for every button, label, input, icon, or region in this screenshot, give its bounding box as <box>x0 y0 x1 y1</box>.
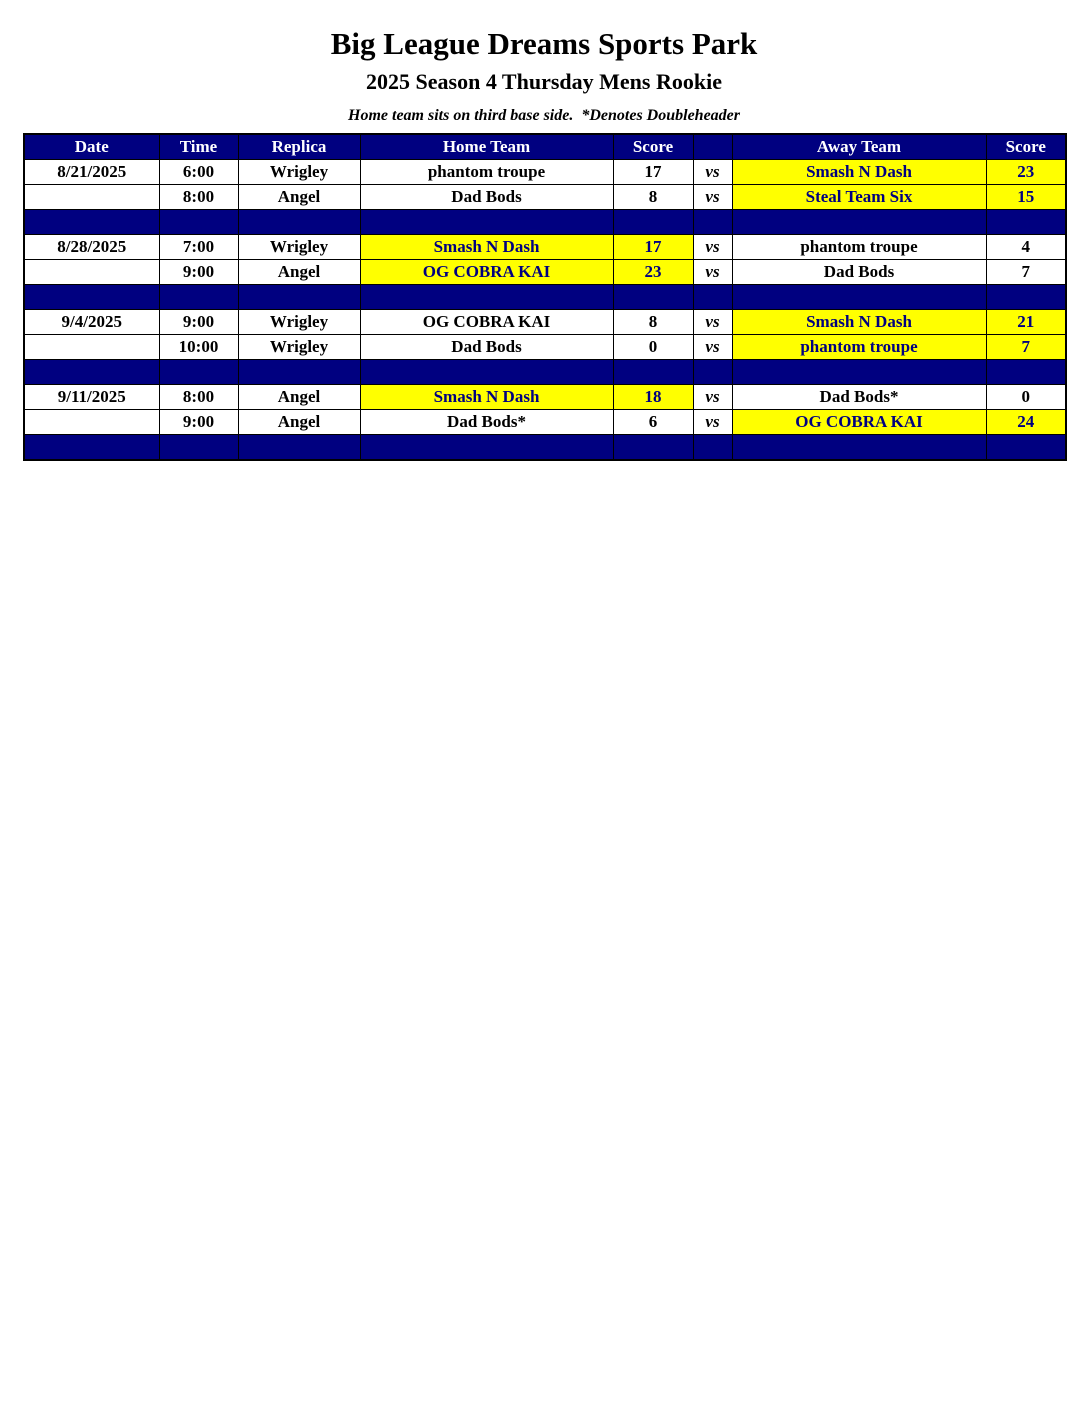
date-cell: 8/28/2025 <box>24 235 159 260</box>
table-row <box>24 185 1066 210</box>
page-title: Big League Dreams Sports Park <box>330 26 758 61</box>
spacer-cell <box>24 285 159 310</box>
replica-cell: Wrigley <box>238 335 360 360</box>
spacer-cell <box>238 435 360 461</box>
spacer-cell <box>693 210 732 235</box>
time-cell: 8:00 <box>159 185 238 210</box>
home-score-cell: 17 <box>613 160 693 185</box>
spacer-cell <box>360 210 613 235</box>
vs-cell: vs <box>693 235 732 260</box>
table-row <box>24 235 1066 260</box>
away-team-cell: Steal Team Six <box>732 185 986 210</box>
away-score-cell: 7 <box>986 335 1066 360</box>
spacer-cell <box>159 435 238 461</box>
home-score-cell: 17 <box>613 235 693 260</box>
spacer-cell <box>986 360 1066 385</box>
home-team-cell: Dad Bods <box>360 185 613 210</box>
vs-cell: vs <box>693 185 732 210</box>
spacer-cell <box>613 210 693 235</box>
spacer-cell <box>159 210 238 235</box>
spacer-cell <box>693 285 732 310</box>
replica-cell: Angel <box>238 385 360 410</box>
away-score-cell: 23 <box>986 160 1066 185</box>
time-cell: 6:00 <box>159 160 238 185</box>
date-cell <box>24 260 159 285</box>
spacer-row <box>24 435 1066 461</box>
schedule-body <box>24 160 1066 461</box>
away-team-cell: Dad Bods <box>732 260 986 285</box>
spacer-row <box>24 360 1066 385</box>
spacer-cell <box>986 435 1066 461</box>
spacer-cell <box>238 210 360 235</box>
home-team-cell: Dad Bods* <box>360 410 613 435</box>
column-header-home-team: Home Team <box>360 134 613 160</box>
spacer-cell <box>238 360 360 385</box>
spacer-cell <box>986 285 1066 310</box>
schedule-table <box>23 133 1067 461</box>
spacer-cell <box>732 285 986 310</box>
spacer-cell <box>24 360 159 385</box>
away-score-cell: 15 <box>986 185 1066 210</box>
date-cell <box>24 335 159 360</box>
date-cell <box>24 410 159 435</box>
spacer-cell <box>732 210 986 235</box>
home-team-cell: Smash N Dash <box>360 235 613 260</box>
vs-cell: vs <box>693 260 732 285</box>
vs-cell: vs <box>693 160 732 185</box>
away-team-cell: phantom troupe <box>732 335 986 360</box>
away-score-cell: 0 <box>986 385 1066 410</box>
home-score-cell: 8 <box>613 185 693 210</box>
replica-cell: Wrigley <box>238 310 360 335</box>
spacer-cell <box>732 435 986 461</box>
spacer-cell <box>360 285 613 310</box>
column-header-home-score: Score <box>613 134 693 160</box>
away-team-cell: Smash N Dash <box>732 160 986 185</box>
time-cell: 9:00 <box>159 410 238 435</box>
away-team-cell: Dad Bods* <box>732 385 986 410</box>
spacer-row <box>24 285 1066 310</box>
table-row <box>24 310 1066 335</box>
date-cell: 8/21/2025 <box>24 160 159 185</box>
date-cell: 9/11/2025 <box>24 385 159 410</box>
away-score-cell: 21 <box>986 310 1066 335</box>
table-row <box>24 260 1066 285</box>
time-cell: 9:00 <box>159 260 238 285</box>
column-header-vs <box>693 134 732 160</box>
vs-cell: vs <box>693 410 732 435</box>
page-subtitle: 2025 Season 4 Thursday Mens Rookie <box>366 69 722 94</box>
spacer-cell <box>613 285 693 310</box>
home-score-cell: 18 <box>613 385 693 410</box>
spacer-row <box>24 210 1066 235</box>
table-header-row <box>24 134 1066 160</box>
column-header-time: Time <box>159 134 238 160</box>
home-score-cell: 6 <box>613 410 693 435</box>
vs-cell: vs <box>693 385 732 410</box>
away-team-cell: phantom troupe <box>732 235 986 260</box>
home-score-cell: 8 <box>613 310 693 335</box>
away-score-cell: 4 <box>986 235 1066 260</box>
away-team-cell: Smash N Dash <box>732 310 986 335</box>
spacer-cell <box>693 435 732 461</box>
spacer-cell <box>613 435 693 461</box>
column-header-away-score: Score <box>986 134 1066 160</box>
spacer-cell <box>159 360 238 385</box>
away-team-cell: OG COBRA KAI <box>732 410 986 435</box>
table-row <box>24 410 1066 435</box>
spacer-cell <box>159 285 238 310</box>
time-cell: 9:00 <box>159 310 238 335</box>
replica-cell: Angel <box>238 410 360 435</box>
home-team-cell: OG COBRA KAI <box>360 310 613 335</box>
table-row <box>24 335 1066 360</box>
vs-cell: vs <box>693 310 732 335</box>
home-team-cell: Smash N Dash <box>360 385 613 410</box>
time-cell: 10:00 <box>159 335 238 360</box>
time-cell: 7:00 <box>159 235 238 260</box>
column-header-date: Date <box>24 134 159 160</box>
column-header-away-team: Away Team <box>732 134 986 160</box>
time-cell: 8:00 <box>159 385 238 410</box>
spacer-cell <box>360 360 613 385</box>
spacer-cell <box>732 360 986 385</box>
away-score-cell: 24 <box>986 410 1066 435</box>
spacer-cell <box>24 435 159 461</box>
date-cell: 9/4/2025 <box>24 310 159 335</box>
spacer-cell <box>24 210 159 235</box>
schedule-note: Home team sits on third base side. *Denotes Doubleheader <box>348 107 740 124</box>
spacer-cell <box>986 210 1066 235</box>
vs-cell: vs <box>693 335 732 360</box>
table-row <box>24 160 1066 185</box>
table-row <box>24 385 1066 410</box>
home-team-cell: Dad Bods <box>360 335 613 360</box>
replica-cell: Wrigley <box>238 235 360 260</box>
replica-cell: Wrigley <box>238 160 360 185</box>
away-score-cell: 7 <box>986 260 1066 285</box>
spacer-cell <box>613 360 693 385</box>
spacer-cell <box>693 360 732 385</box>
home-team-cell: phantom troupe <box>360 160 613 185</box>
home-team-cell: OG COBRA KAI <box>360 260 613 285</box>
spacer-cell <box>238 285 360 310</box>
home-score-cell: 23 <box>613 260 693 285</box>
date-cell <box>24 185 159 210</box>
replica-cell: Angel <box>238 185 360 210</box>
spacer-cell <box>360 435 613 461</box>
home-score-cell: 0 <box>613 335 693 360</box>
replica-cell: Angel <box>238 260 360 285</box>
column-header-replica: Replica <box>238 134 360 160</box>
